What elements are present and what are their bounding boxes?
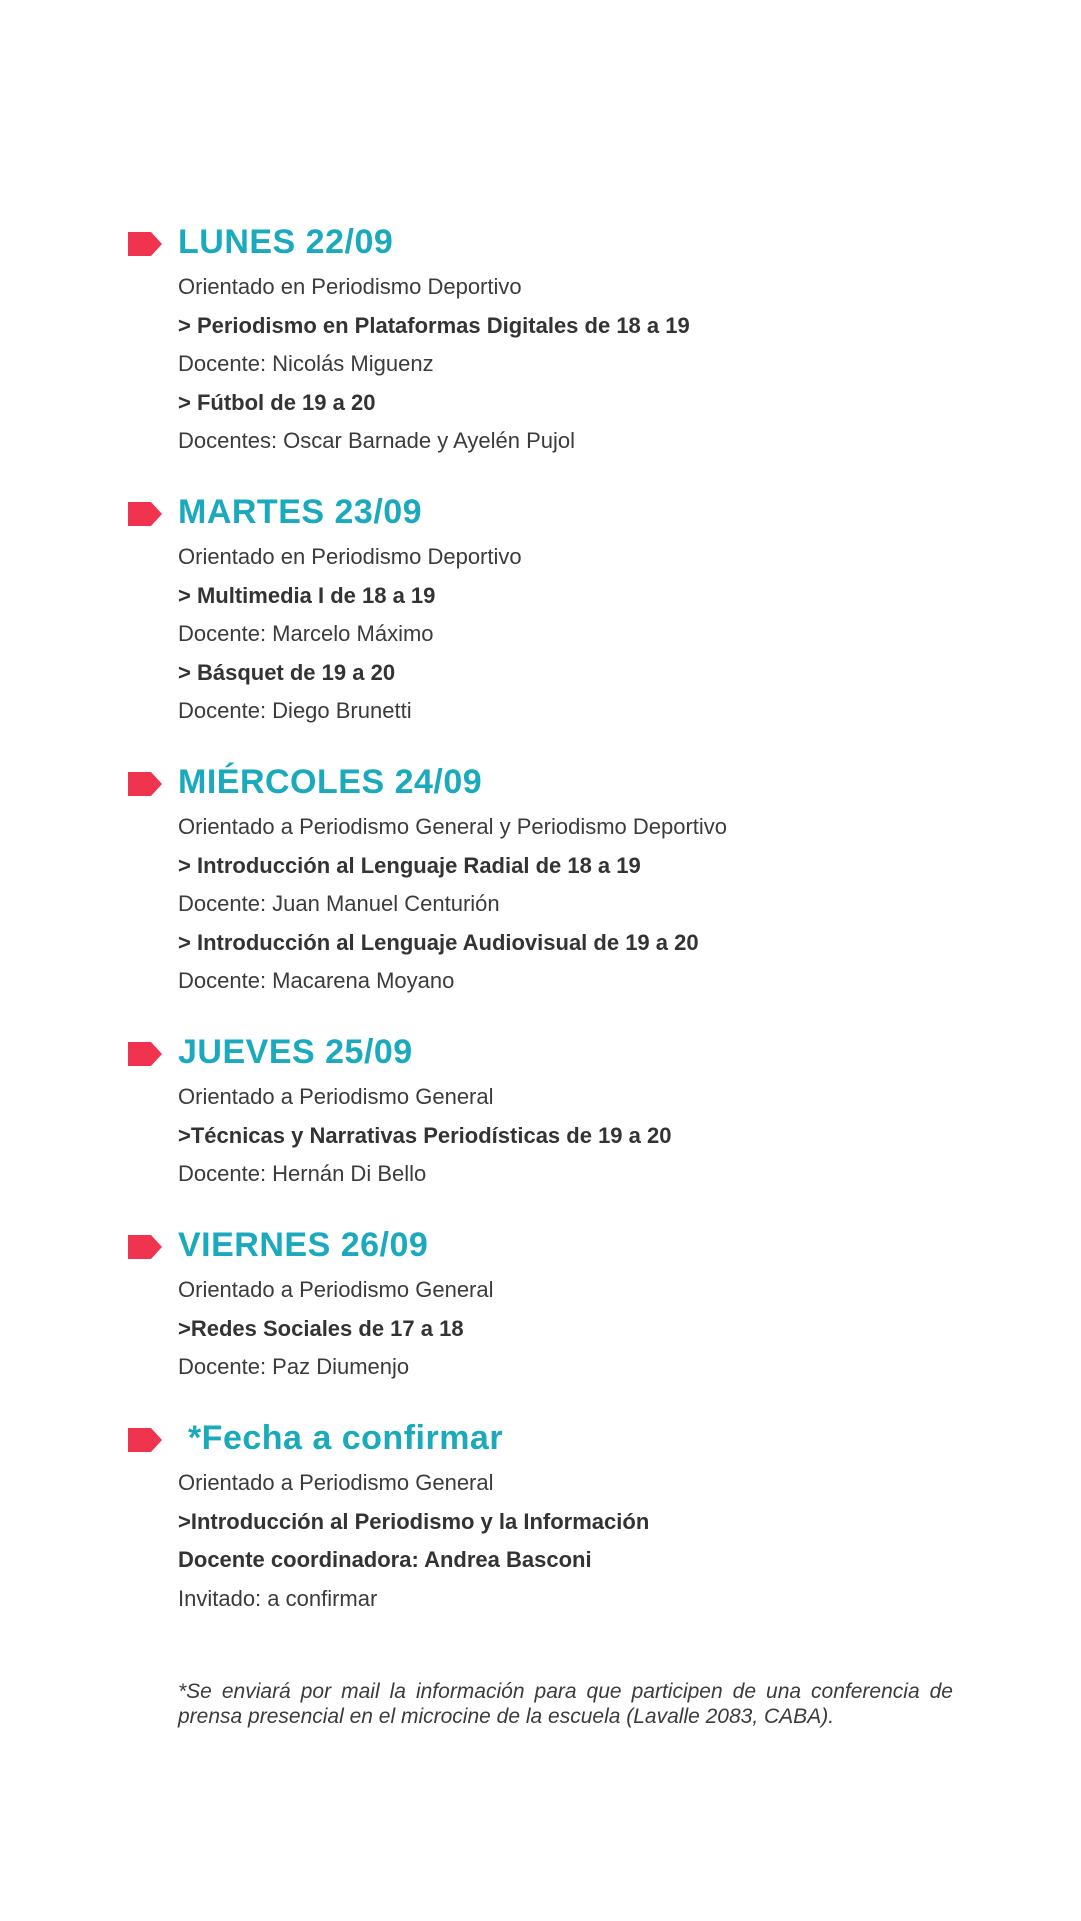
course-name: > Introducción al Lenguaje Radial de 18 a 19 <box>178 852 641 878</box>
day-title: *Fecha a confirmar <box>178 1419 504 1457</box>
course-orientation: Orientado en Periodismo Deportivo <box>178 544 522 569</box>
course-teacher: Docente: Paz Diumenjo <box>178 1354 410 1379</box>
course-teacher: Docente: Diego Brunetti <box>178 698 412 723</box>
day-lines <box>178 268 998 461</box>
day-title: JUEVES 25/09 <box>178 1033 413 1071</box>
course-orientation: Orientado a Periodismo General <box>178 1277 494 1302</box>
day-title: LUNES 22/09 <box>178 223 394 261</box>
tag-marker-icon <box>128 502 162 526</box>
tag-marker-icon <box>128 1428 162 1452</box>
course-teacher: Docente: Nicolás Miguenz <box>178 351 434 376</box>
day-lines <box>178 1464 998 1618</box>
course-name: >Técnicas y Narrativas Periodísticas de 19 a 20 <box>178 1122 672 1148</box>
course-teacher: Docentes: Oscar Barnade y Ayelén Pujol <box>178 428 576 453</box>
course-name: >Redes Sociales de 17 a 18 <box>178 1315 464 1341</box>
course-orientation: Orientado en Periodismo Deportivo <box>178 274 522 299</box>
course-name: > Básquet de 19 a 20 <box>178 659 396 685</box>
day-lines <box>178 538 998 731</box>
day-title: VIERNES 26/09 <box>178 1226 429 1264</box>
course-coordinator: Docente coordinadora: Andrea Basconi <box>178 1547 592 1572</box>
course-teacher: Docente: Marcelo Máximo <box>178 621 434 646</box>
day-lines <box>178 1078 998 1194</box>
course-orientation: Orientado a Periodismo General <box>178 1470 494 1495</box>
course-name: > Fútbol de 19 a 20 <box>178 389 376 415</box>
day-lines <box>178 1271 998 1387</box>
day-title: MIÉRCOLES 24/09 <box>178 763 483 801</box>
day-lines <box>178 808 998 1001</box>
course-name: > Multimedia I de 18 a 19 <box>178 582 436 608</box>
course-name: > Periodismo en Plataformas Digitales de 18 a 19 <box>178 312 690 338</box>
tag-marker-icon <box>128 772 162 796</box>
course-orientation: Orientado a Periodismo General <box>178 1084 494 1109</box>
course-name: >Introducción al Periodismo y la Información <box>178 1508 650 1534</box>
day-title: MARTES 23/09 <box>178 493 423 531</box>
course-teacher: Docente: Hernán Di Bello <box>178 1161 427 1186</box>
course-orientation: Orientado a Periodismo General y Periodismo Deportivo <box>178 814 728 839</box>
course-guest: Invitado: a confirmar <box>178 1585 378 1611</box>
footnote: *Se enviará por mail la información para que participen de una conferencia de prensa presencial en el microcine de la escuela (Lavalle 2083, CABA). <box>178 1680 953 1728</box>
course-teacher: Docente: Macarena Moyano <box>178 968 455 993</box>
tag-marker-icon <box>128 1042 162 1066</box>
course-name: > Introducción al Lenguaje Audiovisual de 19 a 20 <box>178 929 699 955</box>
course-teacher: Docente: Juan Manuel Centurión <box>178 891 500 916</box>
tag-marker-icon <box>128 1235 162 1259</box>
tag-marker-icon <box>128 232 162 256</box>
